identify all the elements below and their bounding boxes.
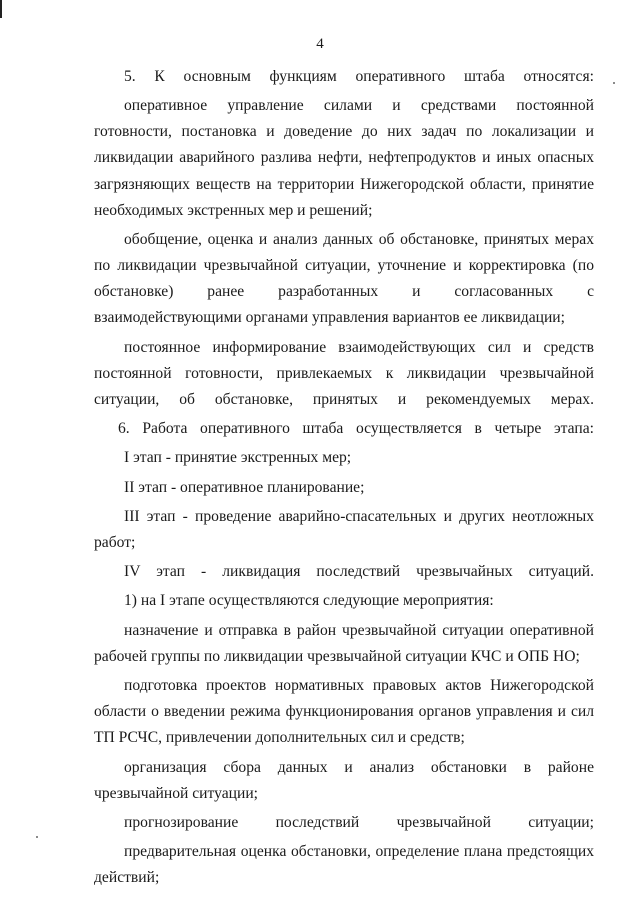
document-body bbox=[94, 64, 594, 895]
scan-speck bbox=[36, 836, 38, 838]
paragraph-forecasting: прогнозирование последствий чрезвычайной ситуации; bbox=[124, 813, 594, 831]
paragraph-operational-management: оперативное управление силами и средствами постоянной готовности, постановка и доведение до них задач по локализации и ликвидации аварийного разлива нефти, нефтепродуктов и иных опасных загрязняющих веществ на территории Нижегородской области, принятие необходимых экстренных мер и решений; bbox=[94, 97, 594, 219]
stage-3: III этап - проведение аварийно-спасательных и других неотложных работ; bbox=[94, 507, 594, 551]
scan-edge-mark bbox=[0, 0, 2, 18]
stage-1: I этап - принятие экстренных мер; bbox=[124, 449, 352, 467]
page-number: 4 bbox=[316, 36, 324, 52]
paragraph-informing: постоянное информирование взаимодействующих сил и средств постоянной готовности, привлекаемых к ликвидации чрезвычайной ситуации, об обстановке, принятых и рекомендуемых мерах. bbox=[94, 338, 594, 408]
scan-speck bbox=[613, 82, 615, 84]
paragraph-item-5: 5. К основным функциям оперативного штаба относятся: bbox=[124, 68, 594, 85]
paragraph-analysis: обобщение, оценка и анализ данных об обстановке, принятых мерах по ликвидации чрезвычайной ситуации, уточнение и корректировка (по обстановке) ранее разработанных и согласованных с взаимодействующими органами управления вариантов ее ликвидации; bbox=[94, 230, 594, 327]
stage-4: IV этап - ликвидация последствий чрезвычайных ситуаций. bbox=[124, 563, 594, 581]
paragraph-data-collection: организация сбора данных и анализ обстановки в районе чрезвычайной ситуации; bbox=[94, 758, 594, 802]
paragraph-drafting-acts: подготовка проектов нормативных правовых актов Нижегородской области о введении режима функционирования органов управления и сил ТП РСЧС, привлечении дополнительных сил и средств; bbox=[94, 677, 594, 747]
paragraph-item-6: 6. Работа оперативного штаба осуществляется в четыре этапа: bbox=[118, 419, 594, 437]
stage-2: II этап - оперативное планирование; bbox=[124, 478, 365, 496]
paragraph-appointment: назначение и отправка в район чрезвычайной ситуации оперативной рабочей группы по ликвидации чрезвычайной ситуации КЧС и ОПБ НО; bbox=[94, 621, 594, 665]
paragraph-stage-1-measures: 1) на I этапе осуществляются следующие мероприятия: bbox=[124, 592, 494, 610]
paragraph-preliminary-assessment: предварительная оценка обстановки, определение плана предстоящих действий; bbox=[94, 843, 594, 887]
